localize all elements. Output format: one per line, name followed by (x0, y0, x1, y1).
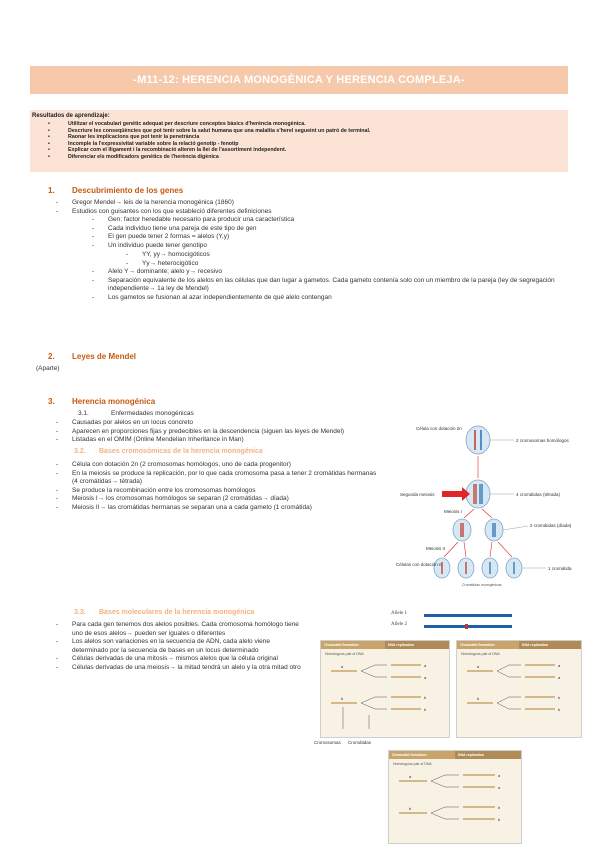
allele-letter: b (477, 696, 480, 701)
figure-label: 2 cromosomas homólogos (516, 438, 569, 443)
allele-1-label: Allele 1 (391, 611, 407, 616)
list-item: - Gregor Mendel→ leis de la herencia monogénica (1860) (56, 199, 576, 208)
subsection-3-2-heading (74, 448, 263, 455)
allele-letter: a (341, 664, 344, 669)
list-item: - Separación equivalente de los alelos en las células que dan lugar a gametos. Cada gameto contenía solo con un miembro de la pareja (ley de segregación independiente→ 1a ley de Mendel) (92, 277, 576, 294)
subsection-3-3-heading (74, 609, 254, 616)
subsection-number: 3.1. (78, 410, 89, 417)
allele-2-label: Allele 2 (391, 622, 407, 627)
subsection-title: Bases moleculares de la herencia monogénica (99, 609, 255, 616)
list-item: • Incomple la l'expressivitat variable sobre la relació genotip - fenotip (48, 141, 370, 148)
section-title: Leyes de Mendel (72, 352, 137, 361)
allele-letter: a (558, 663, 561, 668)
diad-cell (453, 519, 471, 541)
subsection-number: 3.2. (74, 448, 86, 455)
list-item: • Explicar com el lligament i la recombinació alteren la llei de l'assortiment independent. (48, 147, 370, 154)
panel-header-label: DNA replication (385, 641, 449, 649)
page-title: -M11-12: HERENCIA MONOGÈNICA Y HERENCIA COMPLEJA- (133, 74, 465, 86)
section-number: 3. (48, 397, 55, 406)
list-item: - Listadas en el OMIM (Online Mendelian Inheritance in Man) (56, 436, 576, 445)
section-title: Descubrimiento de los genes (72, 186, 184, 195)
allele-letter: a (498, 773, 501, 778)
figure-label: 1 cromátida (548, 566, 572, 571)
list-item: • Diferenciar els modificadors genètics de l'herència digènica (48, 154, 370, 161)
list-item: - Se produce la recombinación entre los cromosomas homólogos (56, 487, 378, 496)
figure-label: Células con dotación n (396, 562, 442, 567)
panel-header-label: DNA replication (455, 751, 521, 759)
panel-header (321, 641, 449, 649)
figure-label: 2 cromátidas (díada) (530, 523, 572, 528)
subsection-3-1-heading (78, 410, 194, 417)
list-item: - En la meiosis se produce la replicación, por lo que cada cromosoma pasa a tener 2 cromátidas hermanas (4 cromátidas→ tétrada) (56, 470, 378, 487)
section-1-sublist (92, 216, 576, 250)
list-item: - Gen: factor heredable necesario para producir una característica (92, 216, 576, 225)
figure-label: 4 cromátidas (tétrada) (516, 492, 561, 497)
list-item: • Utilitzar el vocabulari genètic adequat per descriure conceptes bàsics d'herència monogènica. (48, 121, 370, 128)
allele-letter: b (424, 707, 427, 712)
subsection-number: 3.3. (74, 609, 86, 616)
section-3-2-list (56, 461, 378, 513)
panel-caption: Homologous pair of DNA (461, 652, 500, 656)
subsection-title: Bases cromosómicas de la herencia monogénica (99, 448, 263, 455)
list-item: - Los alelos son variaciones en la secuencia de ADN, cada alelo viene determinado por la secuencia de bases en un locus determinado (56, 638, 304, 655)
allele-letter: a (424, 663, 427, 668)
figure-label: Célula con dotación 2n (416, 426, 462, 431)
list-item: - Estudios con guisantes con los que estableció diferentes definiciones (56, 208, 576, 217)
section-1-sublist-2 (92, 268, 576, 302)
replication-diagram (321, 659, 447, 737)
allele-letter: b (558, 695, 561, 700)
panel-caption: Homologous pair of DNA (325, 652, 364, 656)
allele-letter: b (558, 707, 561, 712)
replication-diagram (457, 659, 579, 737)
allele-letter: a (477, 664, 480, 669)
list-item: - Célula con dotación 2n (2 cromosomas homólogos, uno de cada progenitor) (56, 461, 378, 470)
results-title: Resultados de aprendizaje: (32, 113, 110, 119)
subsection-title: Enfermedades monogénicas (111, 410, 194, 417)
allele-letter: a (558, 675, 561, 680)
section-2-note: (Aparte) (36, 365, 60, 372)
title-bar (30, 66, 568, 94)
figure-caption: Cromátidas (348, 740, 372, 745)
allele-letter: b (498, 805, 501, 810)
mutation-marker (465, 624, 468, 629)
meiosis-diagram (396, 420, 582, 592)
figure-label: Meiosis II (426, 546, 446, 551)
list-item: - YY, yy→ homocigóticos (126, 251, 426, 260)
list-item: • Descriure les conseqüències que pot tenir sobre la salut humana que una malaltia s'herel segueint un patró de terminal. (48, 128, 370, 135)
allele-letter: b (498, 817, 501, 822)
panel-header-label: DNA replication (519, 641, 581, 649)
diad-cell (485, 519, 503, 541)
list-item: - Meiosis II→ las cromátidas hermanas se separan una a cada gameto (1 cromátida) (56, 504, 378, 513)
panel-header-label: Chromatid formation (460, 643, 495, 647)
figure-label: Segunda meiosis (400, 492, 435, 497)
panel-header-label: Chromatid formation (324, 643, 359, 647)
list-item: - Cada individuo tiene una pareja de este tipo de gen (92, 225, 576, 234)
list-item: - Aparecen en proporciones fijas y predecibles en la descendencia (siguen las leyes de Mendel) (56, 428, 576, 437)
figure-label: Meiosis I (444, 509, 462, 514)
allele-letter: a (409, 774, 412, 779)
replication-panel-bottom (388, 750, 522, 844)
section-3-heading (48, 397, 155, 406)
section-1-subsublist (126, 251, 426, 268)
list-item: - Células derivadas de una mitosis→ mismos alelos que la célula original (56, 655, 304, 664)
arrow-icon (442, 487, 470, 501)
section-1-list (56, 199, 576, 216)
panel-header-label: Chromatid formation (392, 753, 427, 757)
allele-letter: b (341, 696, 344, 701)
section-number: 2. (48, 352, 55, 361)
figure-label: Cromátidas monogénicas (462, 583, 502, 587)
list-item: • Raonar les implicacions que pot tenir la penetrància (48, 134, 370, 141)
replication-panel-right (456, 640, 582, 738)
figure-caption: Cromosomas (314, 740, 341, 745)
list-item: - Yy→ heterocigótico (126, 260, 426, 269)
allele-letter: b (409, 806, 412, 811)
replication-panel-left (320, 640, 450, 738)
list-item: - El gen puede tener 2 formas = alelos (Y,y) (92, 233, 576, 242)
list-item: - Para cada gen tenemos dos alelos posibles. Cada cromosoma homólogo tiene uno de esos alelos→ pueden ser iguales o diferentes (56, 621, 304, 638)
list-item: - Causadas por alelos en un locus concreto (56, 419, 576, 428)
panel-caption: Homologous pair of DNA (393, 762, 432, 766)
section-1-heading (48, 186, 183, 195)
list-item: - Alelo Y→ dominante; alelo y→ recesivo (92, 268, 576, 277)
list-item: - Un individuo puede tener genotipo (92, 242, 576, 251)
list-item: - Células derivadas de una meiosis→ la mitad tendrá un alelo y la otra mitad otro (56, 664, 304, 673)
list-item: - Meiosis I→ los cromosomas homólogos se separan (2 cromátidas→ díada) (56, 495, 378, 504)
section-2-heading (48, 352, 136, 361)
allele-2-bar (424, 625, 512, 628)
results-list (48, 121, 370, 161)
panel-header (457, 641, 581, 649)
allele-letter: a (498, 785, 501, 790)
section-number: 1. (48, 186, 55, 195)
replication-diagram (389, 769, 519, 843)
panel-header (389, 751, 521, 759)
parent-cell (466, 426, 490, 454)
allele-1-bar (424, 614, 512, 617)
allele-letter: b (424, 695, 427, 700)
section-title: Herencia monogénica (72, 397, 156, 406)
allele-letter: a (424, 675, 427, 680)
list-item: - Los gametos se fusionan al azar independientemente de qué alelo contengan (92, 294, 576, 303)
section-3-3-list (56, 621, 304, 673)
